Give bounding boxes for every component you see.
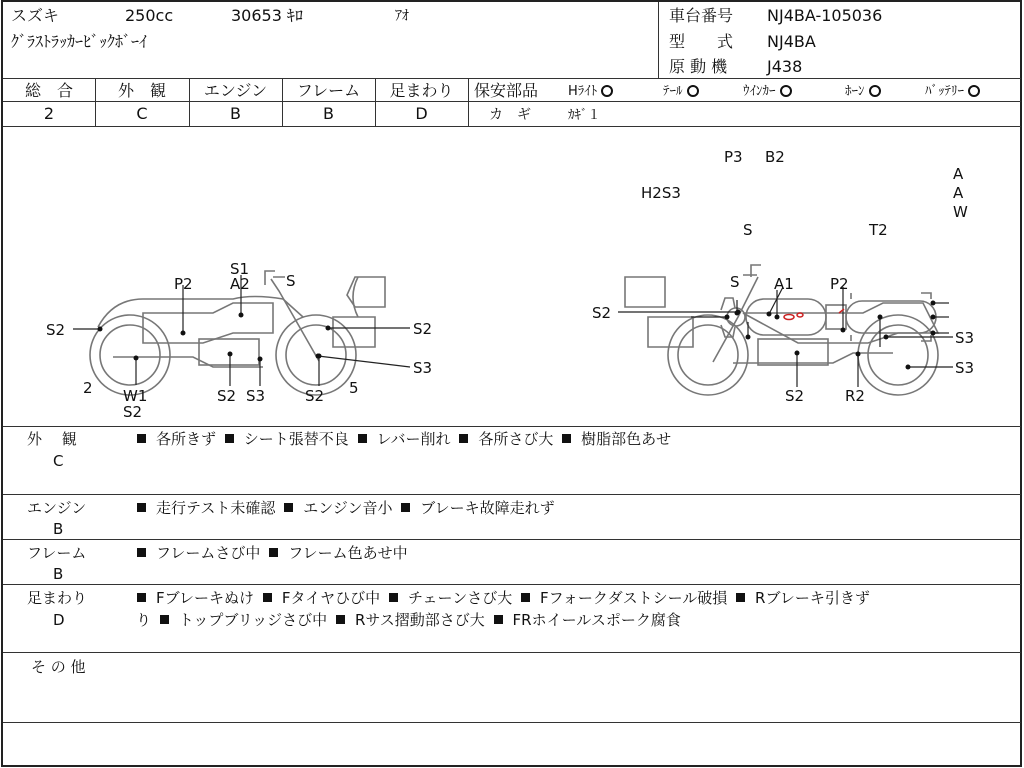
- label-t2: T2: [869, 221, 888, 239]
- exterior-label: 外 観: [117, 81, 166, 100]
- cond-frame-items: フレームさび中 フレーム色あせ中: [133, 542, 408, 564]
- engine-type-label: 原 動 機: [669, 57, 728, 76]
- inspection-sheet: [1, 0, 1022, 767]
- label-r2: R2: [845, 387, 865, 405]
- label-a: A: [953, 165, 964, 183]
- cond-frame-grade: B: [53, 565, 64, 583]
- label-w1: W1: [123, 387, 148, 405]
- cond-suspension-grade: D: [53, 611, 65, 629]
- cond-frame-label: フレーム: [27, 544, 87, 562]
- label-w: W: [953, 203, 968, 221]
- exterior-grade: C: [136, 104, 148, 123]
- safety-horn: ﾎｰﾝ: [845, 82, 881, 102]
- type-value: NJ4BA: [767, 32, 816, 51]
- label-p3: P3: [724, 148, 743, 166]
- overall-label: 総 合: [24, 81, 73, 100]
- label-s3: S3: [246, 387, 266, 405]
- label-s2: S2: [413, 320, 433, 338]
- label-s: S: [730, 273, 740, 291]
- maker: スズキ: [11, 6, 60, 25]
- overall-grade: 2: [43, 104, 55, 123]
- label-a1: A1: [774, 275, 794, 293]
- label-s3: S3: [413, 359, 433, 377]
- label-5: 5: [349, 379, 359, 397]
- cond-suspension-items-2: り トップブリッジさび中 Rサス摺動部さび大 FRホイールスポーク腐食: [136, 611, 681, 629]
- mileage: 30653 ｷﾛ: [231, 6, 303, 25]
- label-s3: S3: [955, 329, 975, 347]
- label-a2: A2: [230, 275, 250, 293]
- type-label: 型 式: [669, 32, 734, 51]
- ok-circle-icon: [869, 85, 881, 97]
- safety-taillight: ﾃｰﾙ: [663, 82, 699, 102]
- frame-grade: B: [323, 104, 334, 123]
- engine-grade: B: [230, 104, 241, 123]
- label-p2: P2: [174, 275, 193, 293]
- label-s2: S2: [592, 304, 612, 322]
- engine-label: エンジン: [203, 81, 268, 100]
- cond-engine-grade: B: [53, 520, 64, 538]
- cond-exterior-items: 各所きず シート張替不良 レバー削れ 各所さび大 樹脂部色あせ: [133, 428, 671, 450]
- label-s2: S2: [785, 387, 805, 405]
- label-2: 2: [83, 379, 93, 397]
- cond-other-label: そ の 他: [31, 658, 86, 676]
- cond-suspension-items-1: Fブレーキぬけ Fタイヤひび中 チェーンさび大 Fフォークダストシール破損 Rブレーキ引きず: [133, 587, 870, 609]
- label-s: S: [286, 272, 296, 290]
- label-s3: S3: [955, 359, 975, 377]
- cond-engine-items: 走行テスト未確認 エンジン音小 ブレーキ故障走れず: [133, 497, 555, 519]
- body-color: ｱｵ: [395, 8, 409, 24]
- cond-engine-label: エンジン: [27, 499, 87, 517]
- safety-parts-label: 保安部品: [474, 81, 539, 100]
- chassis-label: 車台番号: [669, 6, 734, 25]
- label-b2: B2: [765, 148, 785, 166]
- safety-battery: ﾊﾞｯﾃﾘｰ: [925, 82, 980, 102]
- displacement: 250cc: [125, 6, 174, 25]
- label-p2: P2: [830, 275, 849, 293]
- label-s2: S2: [305, 387, 325, 405]
- label-s2: S2: [217, 387, 237, 405]
- ok-circle-icon: [601, 85, 613, 97]
- cond-suspension-label: 足まわり: [27, 589, 88, 607]
- chassis-number: NJ4BA-105036: [767, 6, 883, 25]
- ok-circle-icon: [687, 85, 699, 97]
- label-a: A: [953, 184, 964, 202]
- label-s1: S1: [230, 260, 250, 278]
- safety-winker: ｳｲﾝｶｰ: [743, 82, 792, 102]
- damage-diagram: [3, 127, 1021, 425]
- label-s: S: [743, 221, 753, 239]
- label-s2: S2: [46, 321, 66, 339]
- engine-type-value: J438: [767, 57, 803, 76]
- suspension-label: 足まわり: [389, 81, 454, 100]
- label-h2s3: H2S3: [641, 184, 681, 202]
- label-s2: S2: [123, 403, 143, 421]
- cond-exterior-label: 外 観: [27, 430, 77, 448]
- cond-exterior-grade: C: [53, 452, 64, 470]
- key-value: ｶｷﾞ１: [568, 108, 601, 123]
- frame-label: フレーム: [296, 81, 361, 100]
- suspension-grade: D: [415, 104, 428, 123]
- ok-circle-icon: [780, 85, 792, 97]
- ok-circle-icon: [968, 85, 980, 97]
- model-name: ｸﾞﾗｽﾄﾗｯｶｰﾋﾞｯｸﾎﾞｰｲ: [11, 32, 148, 51]
- safety-headlight: Hﾗｲﾄ: [568, 82, 613, 102]
- key-label: カ ギ: [489, 107, 531, 123]
